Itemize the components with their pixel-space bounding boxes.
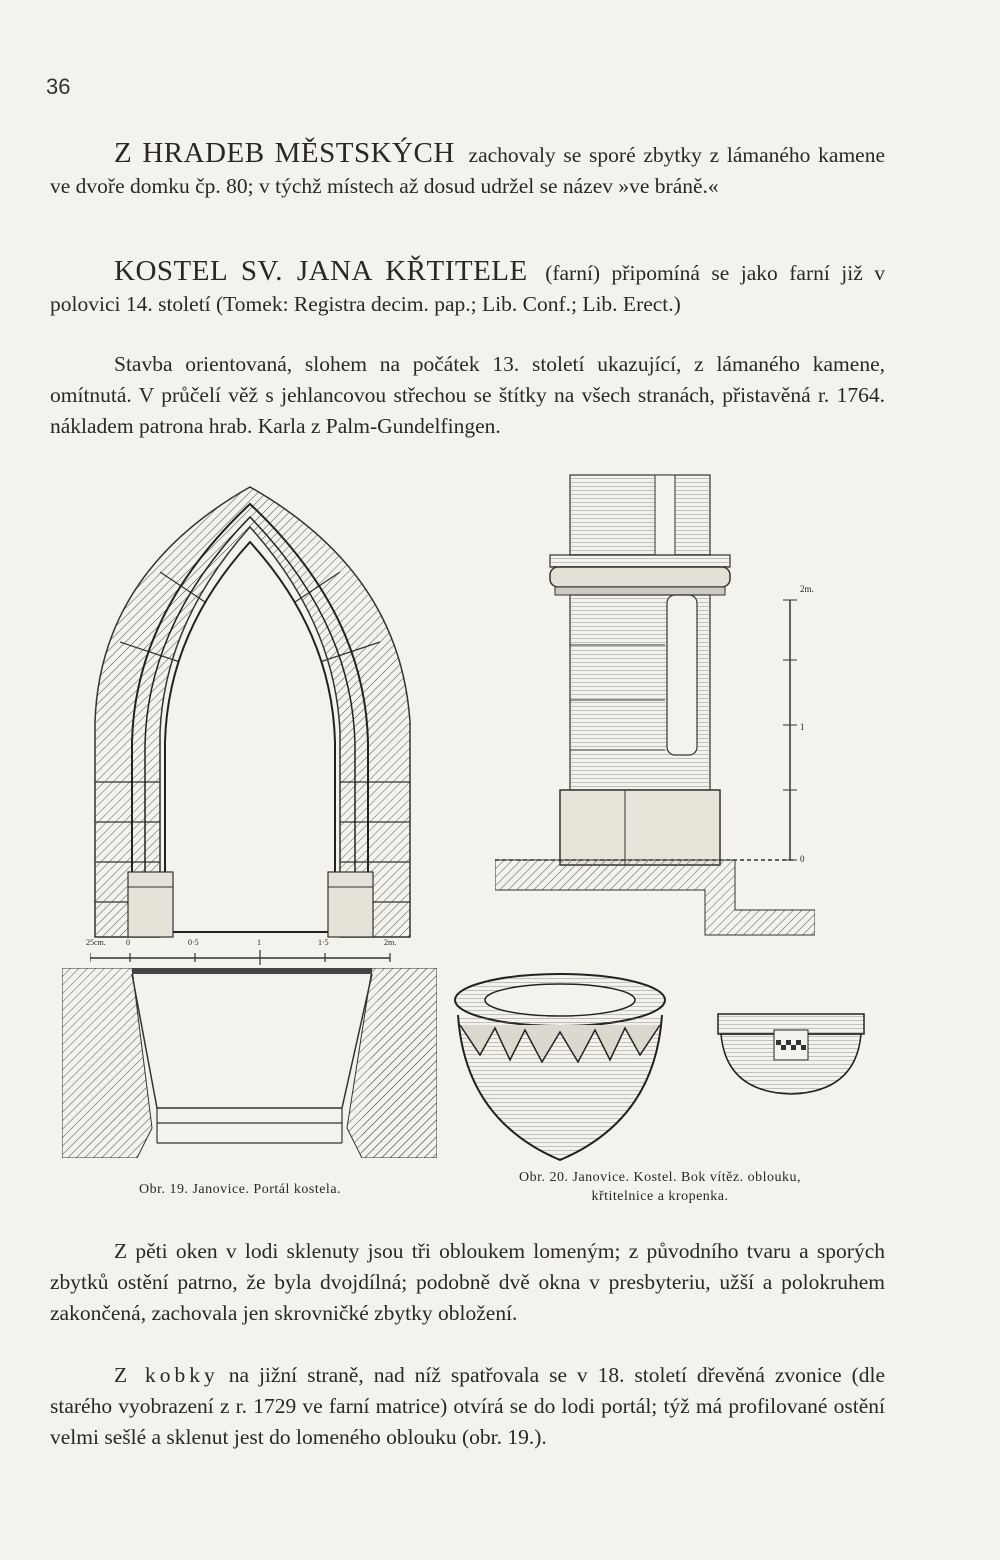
holy-water-stoup-drawing (716, 1012, 866, 1097)
portal-scale-label: 1 (257, 938, 261, 947)
text-church: (farní) připomíná se jako farní již v polovici 14. století (Tomek: Registra decim. pap.; Lib. Conf.; Lib. Erect.) (50, 261, 885, 316)
baptismal-font-drawing (450, 970, 670, 1170)
paragraph-church (50, 256, 885, 320)
caption-fig-20-line2: křtitelnice a kropenka. (591, 1189, 729, 1204)
portal-scale-label: 1·5 (318, 938, 329, 947)
pillar-scale-label: 0 (800, 854, 805, 864)
portal-scale-label: 25cm. (86, 938, 106, 947)
pillar-scale-label: 2m. (800, 584, 814, 594)
page-number: 36 (46, 74, 71, 99)
portal-drawing (90, 482, 430, 942)
pillar-drawing (495, 470, 815, 940)
paragraph-windows: Z pěti oken v lodi sklenuty jsou tři obloukem lomeným; z původního tvaru a sporých zbytků ostění patrno, že byla dvojdílná; podobně dvě okna v presbyteriu, užší a polokruhem zakončená, zachovala jen skrovničké zbytky obložení. (50, 1239, 885, 1325)
portal-scale-label: 0 (126, 938, 130, 947)
portal-scale-label: 0·5 (188, 938, 199, 947)
caption-fig-19: Obr. 19. Janovice. Portál kostela. (138, 1182, 342, 1197)
portal-plan-drawing (62, 968, 437, 1158)
portal-scale-label: 2m. (384, 938, 397, 947)
heading-church: KOSTEL SV. JANA KŘTITELE (114, 255, 528, 287)
text-city-walls: zachovaly se sporé zbytky z lámaného kamene ve dvoře domku čp. 80; v týchž místech až dosud udržel se název »ve bráně.« (50, 143, 886, 198)
paragraph-building: Stavba orientovaná, slohem na počátek 13. století ukazující, z lámaného kamene, omítnutá. V průčelí věž s jehlancovou střechou se štítky na všech stranách, přistavěná r. 1764. nákladem patrona hrab. Karla z Palm-Gundelfingen. (50, 352, 885, 438)
pillar-scale-label: 1 (800, 722, 805, 732)
heading-city-walls: Z HRADEB MĚSTSKÝCH (114, 137, 455, 169)
paragraph-city-walls (50, 138, 885, 202)
paragraph-portal (50, 1360, 885, 1453)
text-portal: na jižní straně, nad níž spatřovala se v 18. století dřevěná zvonice (dle starého vyobrazení z r. 1729 ve farní matrice) otvírá se do lodi portál; týž má profilované ostění velmi sešlé a sklenut jest do lomeného oblouku (obr. 19.). (50, 1363, 886, 1449)
lead-kobky: Z kobky (114, 1363, 219, 1387)
portal-scale (86, 938, 410, 970)
caption-fig-20-line1: Obr. 20. Janovice. Kostel. Bok vítěz. oblouku, (519, 1170, 801, 1185)
